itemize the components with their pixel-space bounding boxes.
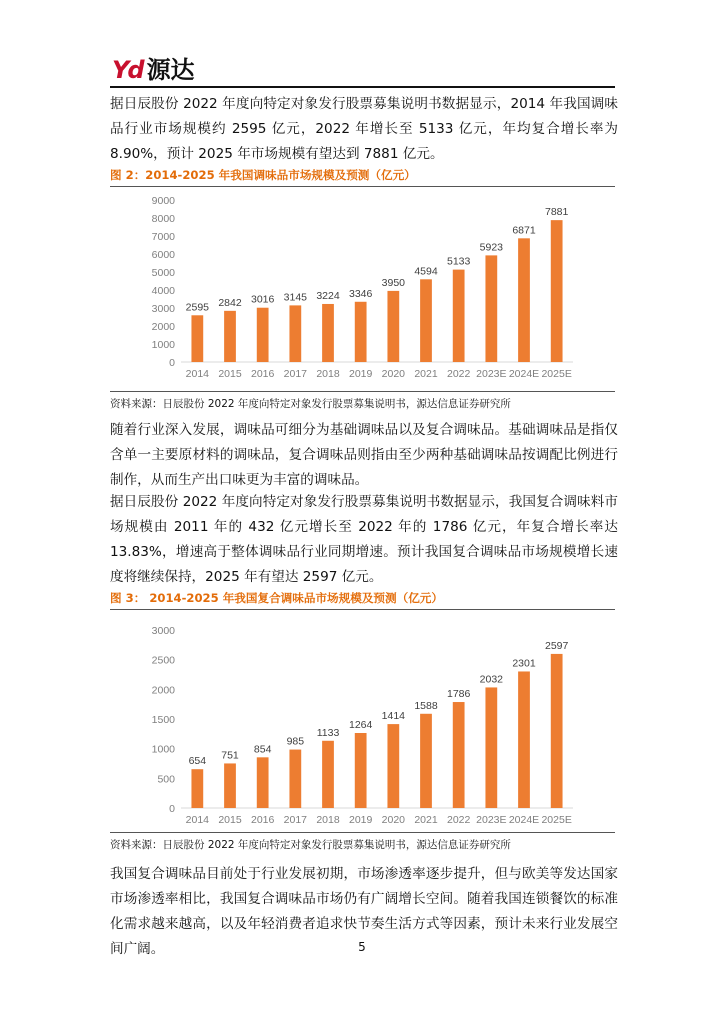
data-label-2024E: 6871 (512, 224, 536, 237)
y-tick-label: 6000 (151, 249, 175, 261)
y-tick-label: 500 (157, 773, 175, 786)
x-tick-label-2024E: 2024E (508, 814, 540, 826)
x-tick-label-2017: 2017 (283, 814, 308, 826)
bar-2023E (485, 255, 497, 362)
bar-2014 (191, 315, 203, 362)
paragraph-outlook: 我国复合调味品目前处于行业发展初期，市场渗透率逐步提升，但与欧美等发达国家市场渗透率相比，我国复合调味品市场仍有广阔增长空间。随着我国连锁餐饮的标准化需求越来越高，以及年轻消费者追求快节奏生活方式等因素，预计未来行业发展空间广阔。 (110, 866, 618, 957)
bar-2025E (551, 654, 563, 808)
chart-svg (145, 190, 577, 384)
bar-2019 (355, 302, 367, 362)
data-label-2019: 1264 (348, 719, 373, 732)
data-label-2020: 3950 (381, 276, 406, 289)
data-label-2017: 985 (286, 735, 305, 748)
data-label-2018: 3224 (316, 289, 340, 302)
x-tick-label-2024E: 2024E (508, 368, 540, 380)
data-label-2021: 4594 (414, 265, 438, 278)
x-tick-label-2022: 2022 (446, 368, 471, 380)
x-tick-label-2021: 2021 (414, 368, 438, 380)
bar-2024E (518, 671, 530, 808)
bar-2018 (322, 304, 334, 362)
bar-2020 (387, 724, 399, 808)
data-label-2022: 1786 (446, 688, 471, 701)
data-label-2015: 2842 (218, 296, 242, 309)
data-label-2015: 751 (221, 749, 239, 762)
x-tick-label-2020: 2020 (381, 814, 406, 826)
y-tick-label: 1000 (151, 339, 175, 351)
bar-2025E (551, 220, 563, 362)
bar-2017 (289, 750, 301, 808)
data-label-2016: 3016 (250, 293, 275, 306)
x-tick-label-2019: 2019 (348, 368, 373, 380)
data-label-2018: 1133 (316, 726, 340, 739)
y-tick-label: 3000 (151, 625, 175, 637)
y-tick-label: 1500 (151, 714, 175, 726)
bar-2017 (289, 305, 301, 362)
x-tick-label-2022: 2022 (446, 814, 471, 826)
data-label-2024E: 2301 (512, 657, 536, 670)
figure-2-title: 图 2：2014-2025 年我国调味品市场规模及预测（亿元） (110, 167, 615, 187)
x-tick-label-2018: 2018 (316, 814, 340, 826)
x-tick-label-2016: 2016 (250, 814, 275, 826)
figure-2-source: 资料来源：日辰股份 2022 年度向特定对象发行股票募集说明书，源达信息证券研究所 (110, 391, 615, 413)
figure-3-source: 资料来源：日辰股份 2022 年度向特定对象发行股票募集说明书，源达信息证券研究所 (110, 832, 615, 854)
data-label-2014: 654 (188, 755, 207, 768)
y-tick-label: 0 (169, 357, 175, 369)
data-label-2019: 3346 (348, 287, 373, 300)
bar-2014 (191, 769, 203, 808)
y-tick-label: 2000 (151, 684, 175, 697)
data-label-2023E: 2032 (479, 673, 504, 686)
bar-2021 (420, 279, 432, 362)
seasoning-market-bar-chart (145, 190, 577, 384)
page-number: 5 (358, 940, 366, 954)
x-tick-label-2015: 2015 (218, 368, 242, 380)
data-label-2016: 854 (253, 743, 272, 756)
x-tick-label-2019: 2019 (348, 814, 373, 826)
bar-2016 (257, 308, 269, 362)
y-tick-label: 0 (169, 803, 175, 815)
x-tick-label-2025E: 2025E (541, 814, 572, 826)
bar-2023E (485, 687, 497, 808)
logo-text: 源达 (146, 56, 195, 84)
chart-svg (145, 620, 577, 830)
bar-2019 (355, 733, 367, 808)
logo-mark: Yd (112, 56, 143, 84)
data-label-2022: 5133 (446, 255, 471, 268)
y-tick-label: 3000 (151, 303, 175, 315)
data-label-2014: 2595 (185, 301, 210, 314)
bar-2021 (420, 714, 432, 808)
y-tick-label: 7000 (151, 231, 175, 243)
bar-2016 (257, 757, 269, 808)
company-logo (112, 56, 195, 84)
data-label-2025E: 7881 (544, 206, 569, 219)
x-tick-label-2020: 2020 (381, 368, 406, 380)
bar-2024E (518, 238, 530, 362)
x-tick-label-2014: 2014 (185, 814, 210, 826)
y-tick-label: 1000 (151, 743, 175, 756)
bar-2022 (453, 702, 465, 808)
x-tick-label-2015: 2015 (218, 814, 242, 826)
data-label-2025E: 2597 (544, 639, 569, 652)
y-tick-label: 9000 (151, 195, 175, 207)
x-tick-label-2018: 2018 (316, 368, 340, 380)
y-tick-label: 8000 (151, 213, 175, 225)
paragraph-market-size: 据日辰股份 2022 年度向特定对象发行股票募集说明书数据显示，2014 年我国调味品行业市场规模约 2595 亿元，2022 年增长至 5133 亿元，年均复合增长率为 8.90%，预计 2025 年市场规模有望达到 7881 亿元。 (110, 96, 618, 162)
x-tick-label-2021: 2021 (414, 814, 438, 826)
paragraph-compound-market: 据日辰股份 2022 年度向特定对象发行股票募集说明书数据显示，我国复合调味料市场规模由 2011 年的 432 亿元增长至 2022 年的 1786 亿元，年复合增长率达 13.83%，增速高于整体调味品行业同期增速。预计我国复合调味品市场规模增长速度将继续保持，2025 年有望达 2597 亿元。 (110, 494, 618, 585)
y-tick-label: 2500 (151, 654, 175, 667)
data-label-2021: 1588 (414, 699, 438, 712)
bar-2020 (387, 291, 399, 362)
paragraph-segmentation: 随着行业深入发展，调味品可细分为基础调味品以及复合调味品。基础调味品是指仅含单一主要原材料的调味品，复合调味品则指由至少两种基础调味品按调配比例进行制作，从而生产出口味更为丰富的调味品。 (110, 422, 618, 488)
header-rule (110, 86, 615, 88)
x-tick-label-2025E: 2025E (541, 368, 572, 380)
x-tick-label-2014: 2014 (185, 368, 210, 380)
bar-2015 (224, 763, 236, 808)
x-tick-label-2023E: 2023E (476, 368, 507, 380)
bar-2022 (453, 270, 465, 362)
x-tick-label-2023E: 2023E (476, 814, 507, 826)
data-label-2023E: 5923 (479, 241, 504, 254)
bar-2015 (224, 311, 236, 362)
compound-seasoning-market-bar-chart (145, 620, 577, 830)
y-tick-label: 4000 (151, 285, 175, 297)
y-tick-label: 2000 (151, 321, 175, 333)
figure-3-title: 图 3： 2014-2025 年我国复合调味品市场规模及预测（亿元） (110, 590, 615, 610)
data-label-2020: 1414 (381, 710, 406, 723)
x-tick-label-2016: 2016 (250, 368, 275, 380)
bar-2018 (322, 741, 334, 808)
x-tick-label-2017: 2017 (283, 368, 308, 380)
data-label-2017: 3145 (283, 291, 308, 304)
y-tick-label: 5000 (151, 267, 175, 279)
